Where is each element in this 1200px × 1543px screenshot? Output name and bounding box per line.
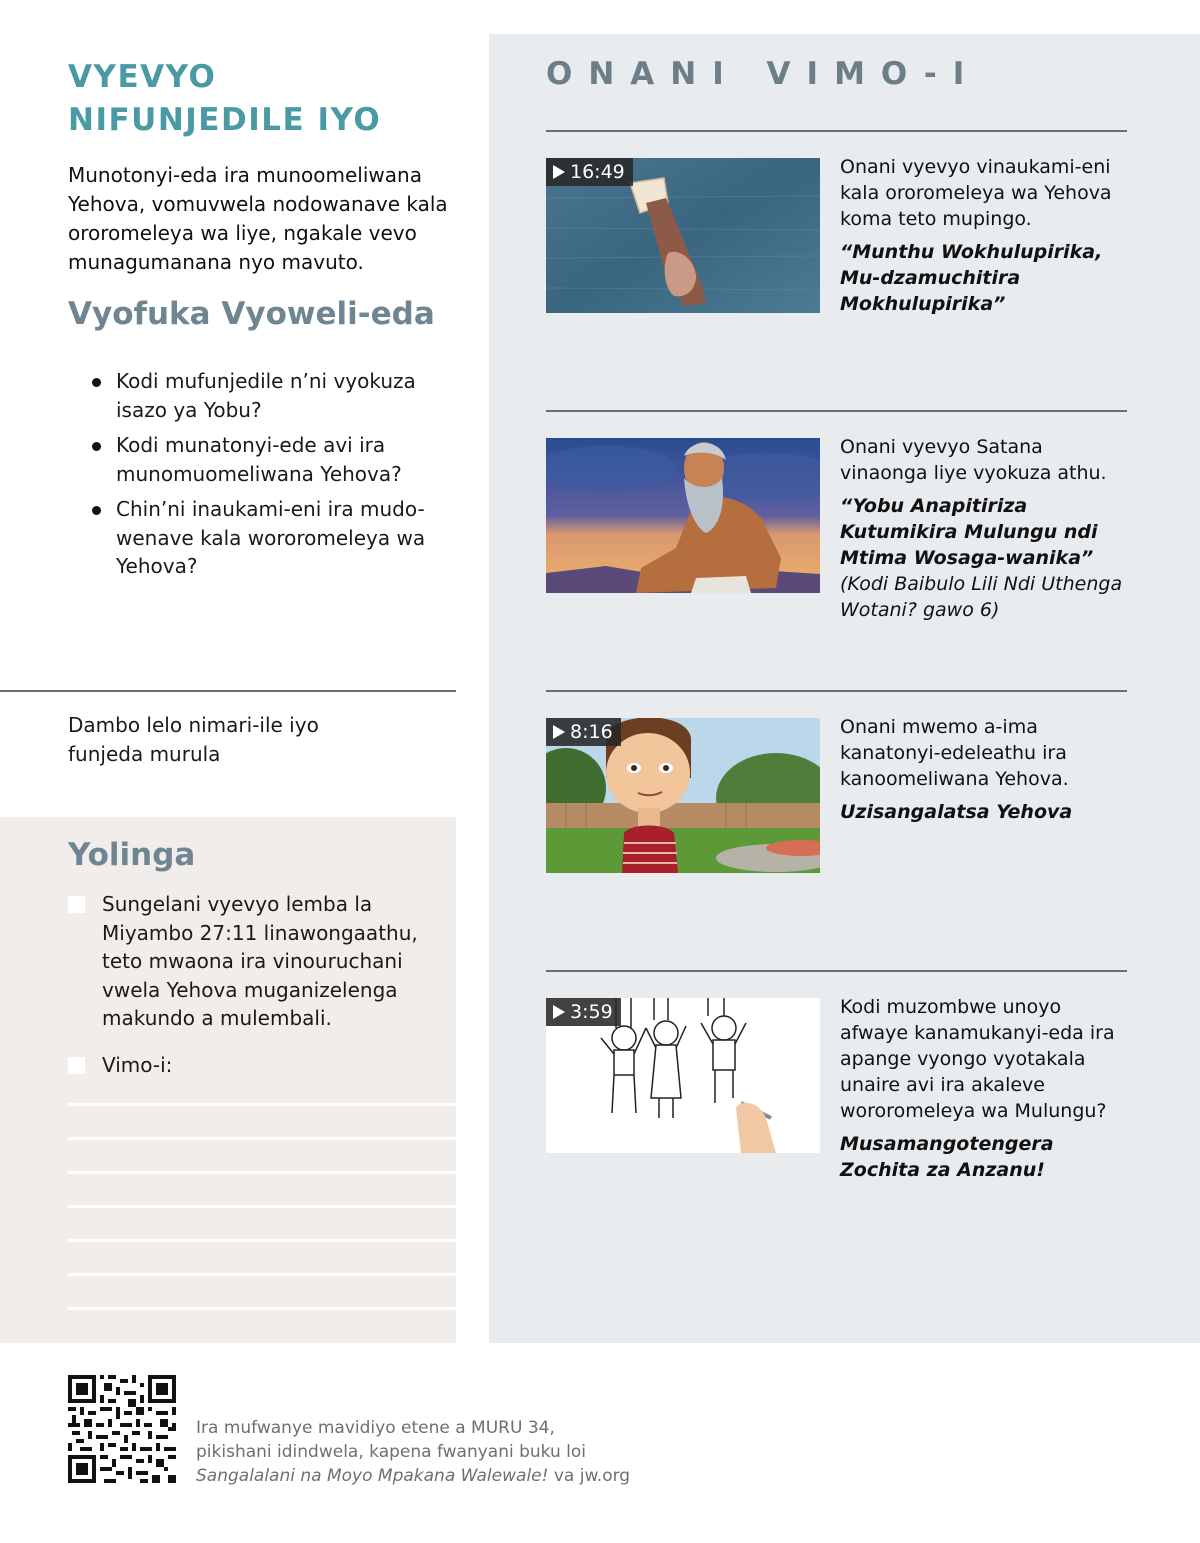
- qr-code-icon: [68, 1375, 176, 1483]
- video-duration-badge: 8:16: [546, 718, 621, 746]
- write-in-line[interactable]: [68, 1171, 456, 1174]
- video-thumbnail-4[interactable]: [546, 998, 820, 1153]
- goal-checkbox[interactable]: [68, 1057, 85, 1074]
- lesson-review-title: [68, 56, 468, 142]
- video-description-4: Kodi muzombwe unoyo afwaye kanamukanyi-eda ira apange vyongo vyotakala unaire avi ira akaleve wororomeleya wa Mulungu? Musamangotengera Zochita za Anzanu!: [840, 994, 1132, 1183]
- title-line-1: VYEVYO: [68, 59, 217, 95]
- play-icon: [553, 1005, 565, 1019]
- video-duration-badge: 3:59: [546, 998, 621, 1026]
- footer-note: Ira mufwanye mavidiyo etene a MURU 34, pikishani idindwela, kapena fwanyani buku loi Sangalalani na Moyo Mpakana Walewale! va jw.org: [196, 1418, 631, 1486]
- website-link[interactable]: va jw.org: [548, 1466, 631, 1486]
- watch-heading: ONANI VIMO-I: [546, 56, 981, 92]
- review-question: Kodi mufunjedile n’ni vyokuza isazo ya Yobu?: [90, 367, 450, 424]
- video-thumbnail-3[interactable]: [546, 718, 820, 873]
- section-divider: [546, 970, 1127, 972]
- date-completed-label: Dambo lelo nimari-ile iyo funjeda murula: [68, 713, 319, 766]
- qr-code[interactable]: [68, 1375, 176, 1483]
- review-questions-heading: Vyofuka Vyoweli-eda: [68, 296, 435, 332]
- video-title-link[interactable]: “Munthu Wokhulupirika, Mu-dzamuchitira Mokhulupirika”: [840, 241, 1103, 315]
- video-title-link[interactable]: Uzisangalatsa Yehova: [840, 801, 1073, 823]
- job-sitting-image: [546, 438, 820, 593]
- video-title-link[interactable]: Musamangotengera Zochita za Anzanu!: [840, 1133, 1054, 1181]
- goal-item: Vimo-i:: [68, 1051, 438, 1080]
- bullet-icon: [92, 442, 101, 451]
- video-description-1: Onani vyevyo vinaukami-eni kala ororomeleya wa Yehova koma teto mupingo. “Munthu Wokhulupirika, Mu-dzamuchitira Mokhulupirika”: [840, 154, 1132, 317]
- video-thumbnail-2[interactable]: [546, 438, 820, 593]
- goals-panel: [0, 817, 456, 1343]
- write-in-line[interactable]: [68, 1273, 456, 1276]
- section-divider: [546, 410, 1127, 412]
- video-description-3: Onani mwemo a-ima kanatonyi-edeleathu ira kanoomeliwana Yehova. Uzisangalatsa Yehova: [840, 714, 1132, 825]
- section-divider: [546, 130, 1127, 132]
- section-divider: [546, 690, 1127, 692]
- goal-item: Sungelani vyevyo lemba la Miyambo 27:11 linawongaathu, teto mwaona ira vinouruchani vwela Yehova muganizelenga makundo a mulembali.: [68, 890, 438, 1033]
- write-in-line[interactable]: [68, 1307, 456, 1310]
- play-icon: [553, 725, 565, 739]
- review-questions-list: [90, 367, 450, 588]
- intro-paragraph: Munotonyi-eda ira munoomeliwana Yehova, vomuvwela nodowanave kala ororomeleya wa liye, ngakale vevo munagumanana nyo mavuto.: [68, 163, 448, 274]
- video-title-link[interactable]: “Yobu Anapitiriza Kutumikira Mulungu ndi Mtima Wosaga-wanika” (Kodi Baibulo Lili Ndi Uthenga Wotani? gawo 6): [840, 495, 1123, 621]
- bullet-icon: [92, 506, 101, 515]
- write-in-line[interactable]: [68, 1205, 456, 1208]
- bullet-icon: [92, 378, 101, 387]
- video-duration-badge: 16:49: [546, 158, 633, 186]
- write-in-line[interactable]: [68, 1239, 456, 1242]
- section-divider: [0, 690, 456, 692]
- video-thumbnail-1[interactable]: [546, 158, 820, 313]
- write-in-line[interactable]: [68, 1137, 456, 1140]
- title-line-2: NIFUNJEDILE IYO: [68, 102, 382, 138]
- review-question: Chin’ni inaukami-eni ira mudo-wenave kala wororomeleya wa Yehova?: [90, 495, 450, 581]
- book-title: Sangalalani na Moyo Mpakana Walewale!: [196, 1466, 549, 1486]
- goals-heading: Yolinga: [68, 837, 196, 873]
- video-description-2: Onani vyevyo Satana vinaonga liye vyokuza athu. “Yobu Anapitiriza Kutumikira Mulungu ndi Mtima Wosaga-wanika” (Kodi Baibulo Lili Ndi Uthenga Wotani? gawo 6): [840, 434, 1132, 623]
- goal-checkbox[interactable]: [68, 896, 85, 913]
- write-in-line[interactable]: [68, 1103, 456, 1106]
- play-icon: [553, 165, 565, 179]
- review-question: Kodi munatonyi-ede avi ira munomuomeliwana Yehova?: [90, 431, 450, 488]
